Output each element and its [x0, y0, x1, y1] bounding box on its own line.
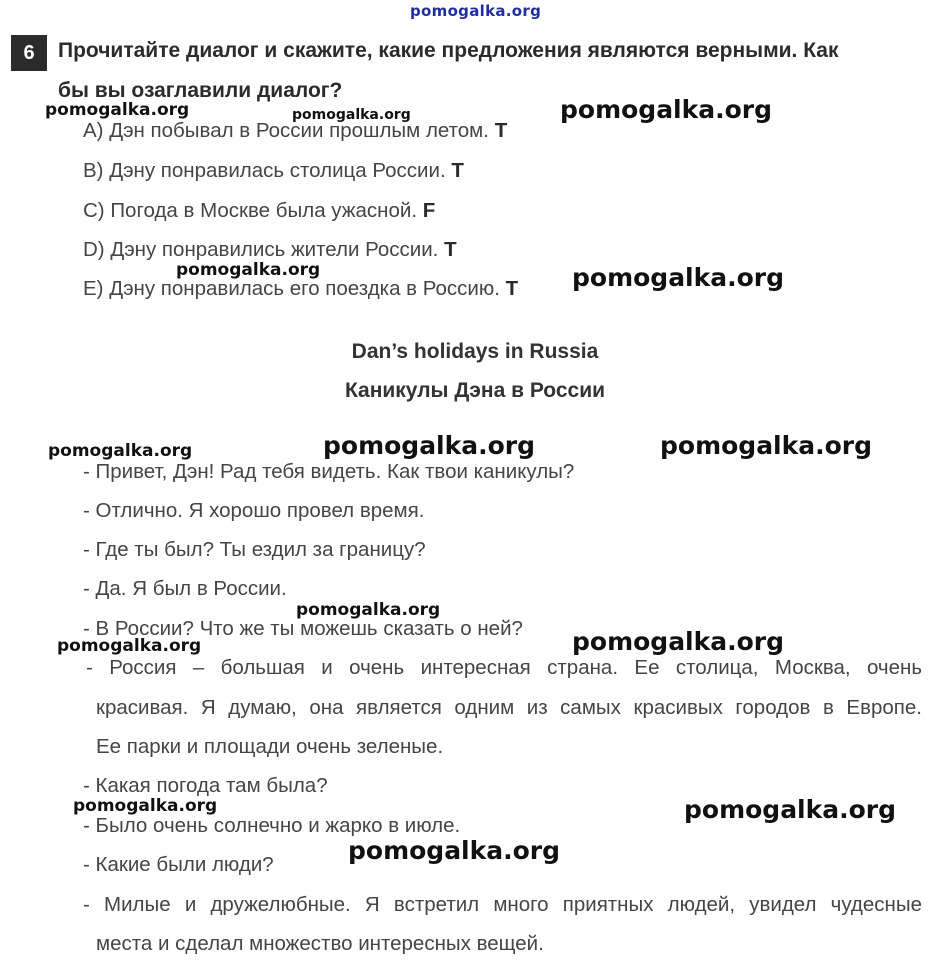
option-c: C) Погода в Москве была ужасной. F — [83, 199, 436, 222]
dialog-line: - Какие были люди? — [83, 853, 274, 876]
watermark: pomogalka.org — [572, 627, 785, 656]
watermark: pomogalka.org — [45, 100, 190, 120]
dialog-line: - Да. Я был в России. — [83, 577, 287, 600]
dialog-line: - Где ты был? Ты ездил за границу? — [83, 538, 426, 561]
watermark: pomogalka.org — [73, 796, 218, 816]
watermark: pomogalka.org — [660, 431, 873, 460]
watermark: pomogalka.org — [323, 431, 536, 460]
title-russian: Каникулы Дэна в России — [344, 379, 606, 402]
dialog-line: - Какая погода там была? — [83, 774, 328, 797]
option-a: A) Дэн побывал в России прошлым летом. T — [83, 119, 508, 142]
watermark: pomogalka.org — [296, 600, 441, 620]
watermark: pomogalka.org — [572, 263, 785, 292]
watermark: pomogalka.org — [348, 836, 561, 865]
watermark: pomogalka.org — [48, 441, 193, 461]
site-header: pomogalka.org — [410, 2, 542, 20]
watermark: pomogalka.org — [684, 795, 897, 824]
dialog-line: Ее парки и площади очень зеленые. — [96, 735, 444, 758]
title-english: Dan’s holidays in Russia — [351, 340, 599, 363]
dialog-line: места и сделал множество интересных вещей. — [96, 932, 544, 955]
option-b: B) Дэну понравилась столица России. T — [83, 159, 464, 182]
watermark: pomogalka.org — [292, 107, 411, 123]
option-d: D) Дэну понравились жители России. T — [83, 238, 457, 261]
dialog-line: - Было очень солнечно и жарко в июле. — [83, 814, 461, 837]
watermark: pomogalka.org — [560, 95, 773, 124]
dialog-line: - Россия – большая и очень интересная страна. Ее столица, Москва, очень — [86, 656, 922, 679]
option-e: E) Дэну понравилась его поездка в Россию. T — [83, 277, 519, 300]
dialog-line: - Милые и дружелюбные. Я встретил много приятных людей, увидел чудесные — [83, 893, 922, 916]
task-line-2: бы вы озаглавили диалог? — [58, 79, 343, 102]
dialog-line: - В России? Что же ты можешь сказать о ней? — [83, 617, 523, 640]
watermark: pomogalka.org — [176, 260, 321, 280]
exercise-number: 6 — [11, 35, 47, 71]
dialog-line: - Привет, Дэн! Рад тебя видеть. Как твои каникулы? — [83, 460, 575, 483]
watermark: pomogalka.org — [57, 636, 202, 656]
dialog-line: красивая. Я думаю, она является одним из самых красивых городов в Европе. — [96, 696, 922, 719]
dialog-line: - Отлично. Я хорошо провел время. — [83, 499, 425, 522]
task-line-1: Прочитайте диалог и скажите, какие предложения являются верными. Как — [58, 39, 839, 62]
